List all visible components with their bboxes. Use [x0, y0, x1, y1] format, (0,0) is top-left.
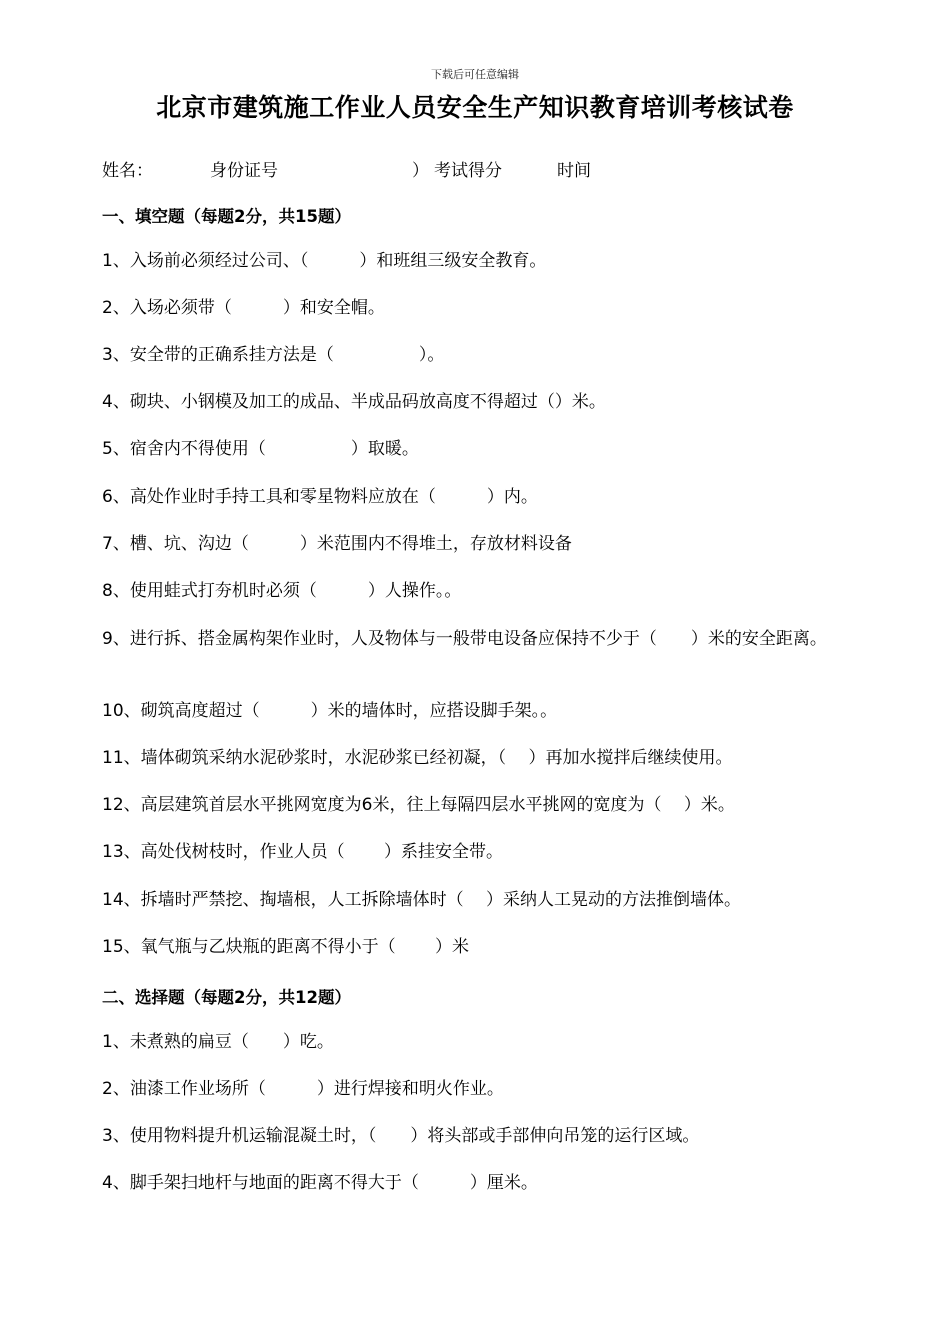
question-item: 7、槽、坑、沟边（ ）米范围内不得堆土，存放材料设备 — [102, 534, 572, 554]
question-item: 4、砌块、小钢模及加工的成品、半成品码放高度不得超过（）米。 — [102, 392, 606, 412]
score-label: 考试得分 — [434, 161, 502, 181]
id-close-paren: ） — [412, 161, 429, 181]
question-item: 6、高处作业时手持工具和零星物料应放在（ ）内。 — [102, 487, 538, 507]
time-label: 时间 — [557, 161, 591, 181]
question-item: 15、氧气瓶与乙炔瓶的距离不得小于（ ）米 — [102, 937, 470, 957]
question-item: 5、宿舍内不得使用（ ）取暖。 — [102, 439, 419, 459]
question-item: 10、砌筑高度超过（ ）米的墙体时，应搭设脚手架。。 — [102, 701, 558, 721]
question-item: 1、入场前必须经过公司、（ ）和班组三级安全教育。 — [102, 251, 547, 271]
question-item: 3、安全带的正确系挂方法是（ ）。 — [102, 345, 445, 365]
question-item: 9、进行拆、搭金属构架作业时，人及物体与一般带电设备应保持不少于（ ）米的安全距离。 — [102, 629, 827, 649]
question-item: 13、高处伐树枝时，作业人员（ ）系挂安全带。 — [102, 842, 504, 862]
question-item: 12、高层建筑首层水平挑网宽度为6米，往上每隔四层水平挑网的宽度为（ ）米。 — [102, 795, 735, 815]
header-note: 下载后可任意编辑 — [431, 68, 519, 81]
question-item: 4、脚手架扫地杆与地面的距离不得大于（ ）厘米。 — [102, 1173, 538, 1193]
examinee-info-line — [102, 156, 862, 180]
section-heading-fill-blank: 一、填空题（每题2分，共15题） — [102, 207, 351, 226]
name-label: 姓名： — [102, 161, 153, 181]
id-number-label: 身份证号 — [210, 161, 278, 181]
question-item: 2、油漆工作业场所（ ）进行焊接和明火作业。 — [102, 1079, 504, 1099]
question-item: 14、拆墙时严禁挖、掏墙根，人工拆除墙体时（ ）采纳人工晃动的方法推倒墙体。 — [102, 890, 742, 910]
section-heading-multiple-choice: 二、选择题（每题2分，共12题） — [102, 988, 351, 1007]
question-item: 8、使用蛙式打夯机时必须（ ）人操作。。 — [102, 581, 462, 601]
document-title: 北京市建筑施工作业人员安全生产知识教育培训考核试卷 — [156, 93, 794, 122]
question-item: 3、使用物料提升机运输混凝土时，（ ）将头部或手部伸向吊笼的运行区域。 — [102, 1126, 700, 1146]
question-item: 11、墙体砌筑采纳水泥砂浆时，水泥砂浆已经初凝，（ ）再加水搅拌后继续使用。 — [102, 748, 733, 768]
question-item: 1、未煮熟的扁豆（ ）吃。 — [102, 1032, 334, 1052]
question-item: 2、入场必须带（ ）和安全帽。 — [102, 298, 385, 318]
